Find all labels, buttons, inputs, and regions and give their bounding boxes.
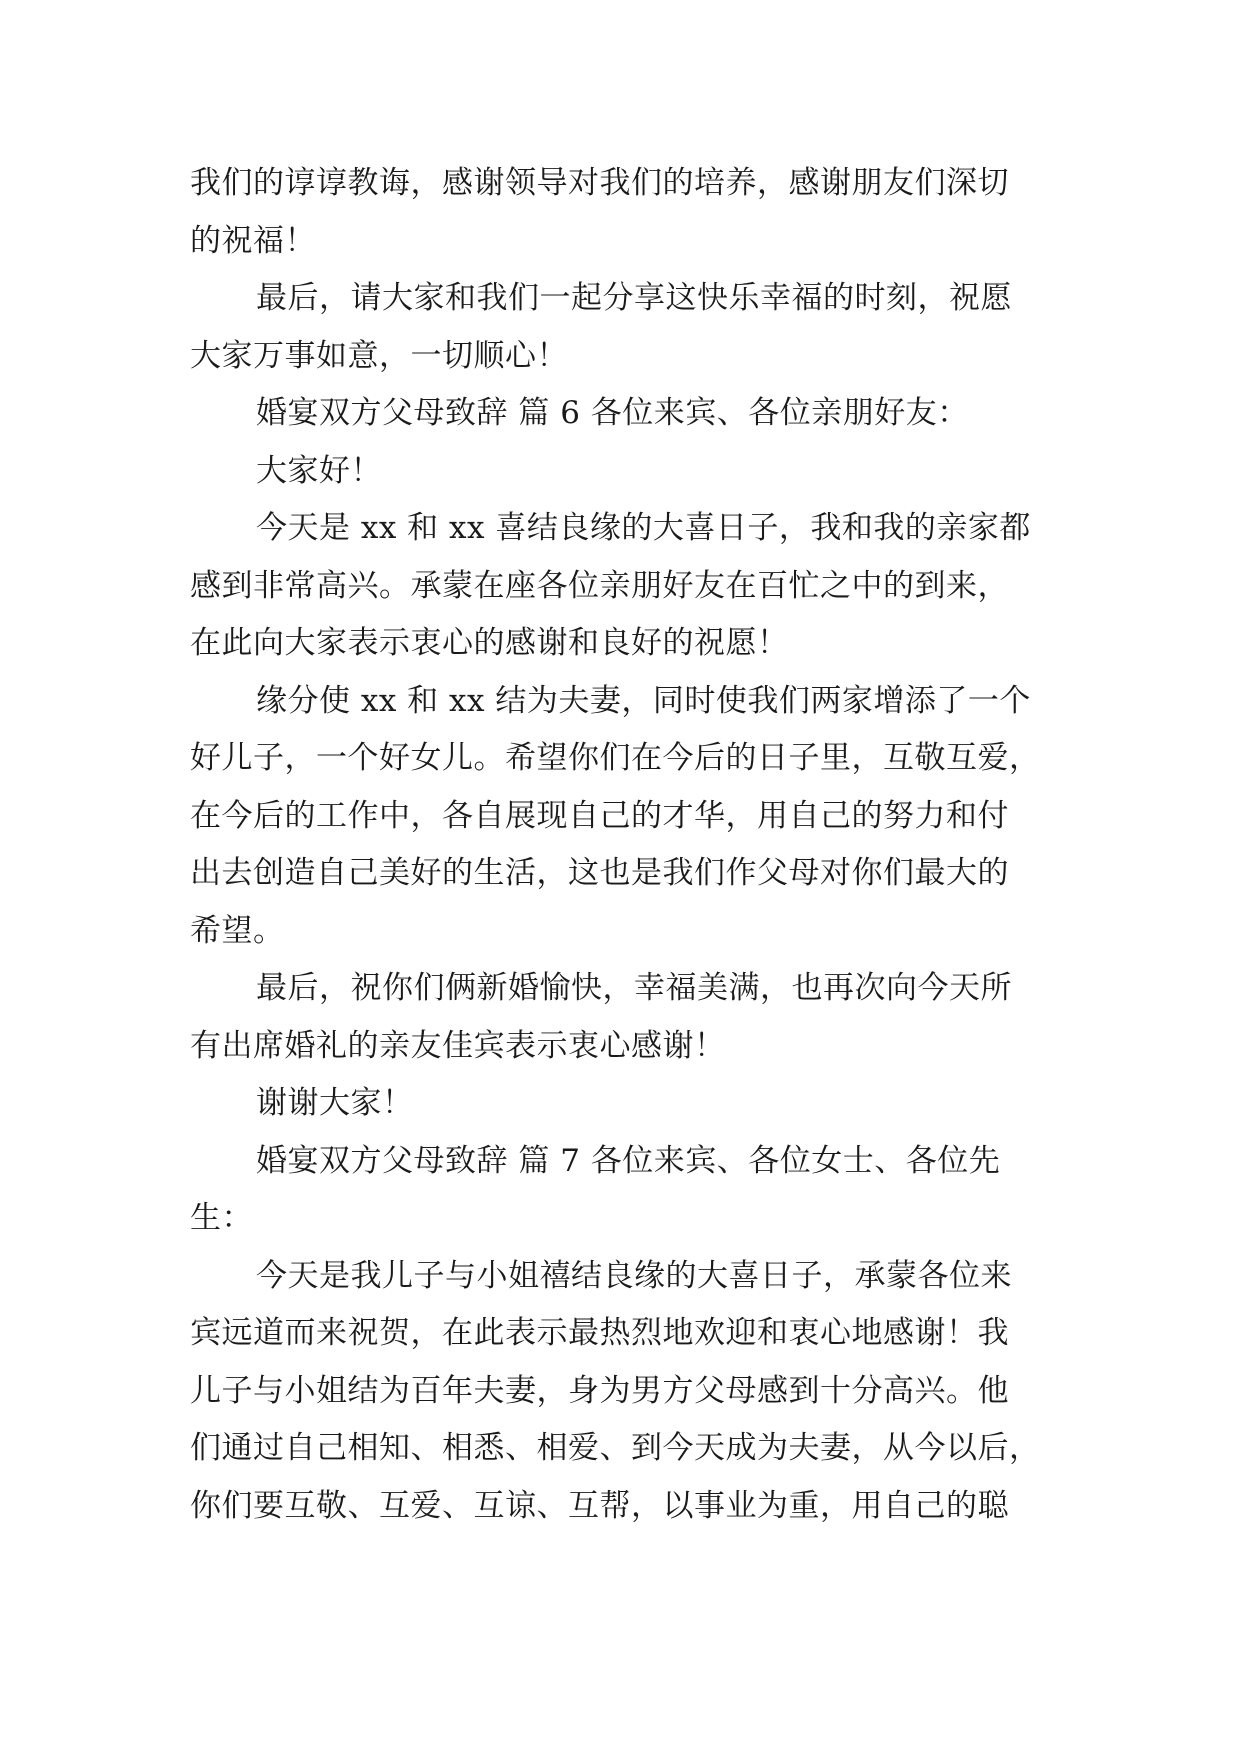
text-line: 希望。 xyxy=(190,912,285,949)
text-line: 出去创造自己美好的生活，这也是我们作父母对你们最大的 xyxy=(190,855,1009,891)
text-line: 大家好！ xyxy=(256,452,382,489)
text-line: 感到非常高兴。承蒙在座各位亲朋好友在百忙之中的到来， xyxy=(190,567,1009,604)
text-line: 在此向大家表示衷心的感谢和良好的祝愿！ xyxy=(190,625,789,661)
text-line: 谢谢大家！ xyxy=(256,1085,414,1121)
text-line: 今天是 xx 和 xx 喜结良缘的大喜日子，我和我的亲家都 xyxy=(256,510,1031,546)
text-line: 我们的谆谆教诲，感谢领导对我们的培养，感谢朋友们深切 xyxy=(190,165,1009,201)
section-heading-line: 婚宴双方父母致辞 篇 6 各位来宾、各位亲朋好友： xyxy=(256,395,969,431)
section-heading-line: 婚宴双方父母致辞 篇 7 各位来宾、各位女士、各位先 xyxy=(256,1142,1001,1179)
text-line: 缘分使 xx 和 xx 结为夫妻，同时使我们两家增添了一个 xyxy=(256,682,1031,719)
text-line: 宾远道而来祝贺，在此表示最热烈地欢迎和衷心地感谢！我 xyxy=(190,1315,1009,1351)
text-line: 最后，请大家和我们一起分享这快乐幸福的时刻，祝愿 xyxy=(256,280,1012,316)
text-line: 今天是我儿子与小姐禧结良缘的大喜日子，承蒙各位来 xyxy=(256,1257,1012,1294)
text-line: 大家万事如意，一切顺心！ xyxy=(190,337,568,374)
text-line: 在今后的工作中，各自展现自己的才华，用自己的努力和付 xyxy=(190,797,1009,834)
text-line: 好儿子，一个好女儿。希望你们在今后的日子里，互敬互爱， xyxy=(190,740,1041,776)
text-line: 你们要互敬、互爱、互谅、互帮，以事业为重，用自己的聪 xyxy=(190,1487,1009,1524)
text-line: 有出席婚礼的亲友佳宾表示衷心感谢！ xyxy=(190,1027,726,1064)
document-body xyxy=(190,155,1050,1535)
text-line: 儿子与小姐结为百年夫妻，身为男方父母感到十分高兴。他 xyxy=(190,1372,1009,1409)
text-line: 最后，祝你们俩新婚愉快，幸福美满，也再次向今天所 xyxy=(256,970,1012,1006)
text-line: 的祝福！ xyxy=(190,222,316,259)
text-line: 生： xyxy=(190,1200,253,1236)
text-line: 们通过自己相知、相悉、相爱、到今天成为夫妻，从今以后， xyxy=(190,1430,1041,1466)
